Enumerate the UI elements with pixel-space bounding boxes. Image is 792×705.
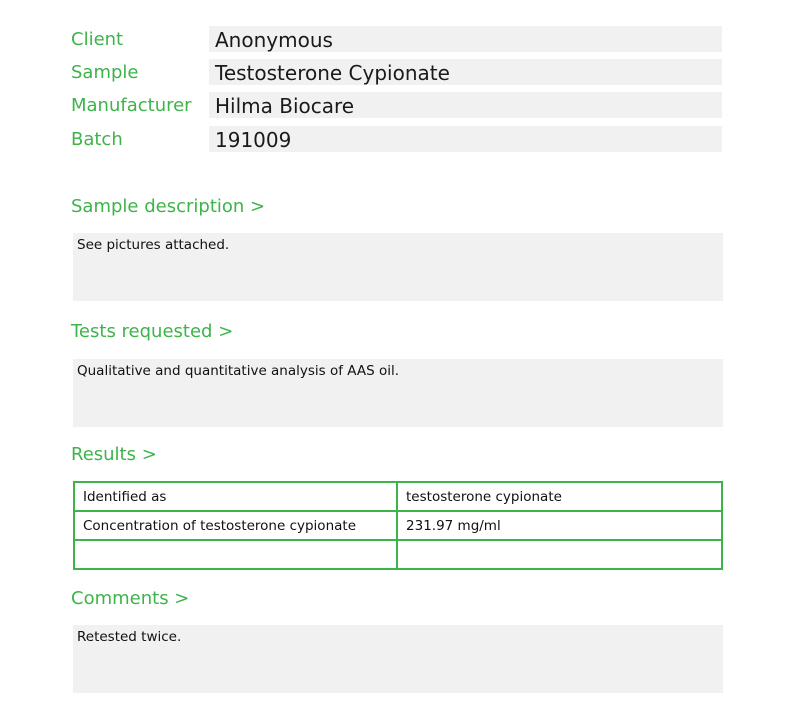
result-label: Identified as — [74, 482, 397, 511]
table-row — [74, 482, 722, 511]
comments-title: Comments > — [71, 588, 190, 609]
manufacturer-label: Manufacturer — [71, 95, 192, 116]
results-title: Results > — [71, 444, 157, 465]
table-row — [74, 511, 722, 540]
sample-value: Testosterone Cypionate — [209, 59, 722, 85]
result-value: 231.97 mg/ml — [397, 511, 722, 540]
result-value: testosterone cypionate — [397, 482, 722, 511]
batch-label: Batch — [71, 129, 123, 150]
sample-label: Sample — [71, 62, 139, 83]
result-label — [74, 540, 397, 569]
result-label: Concentration of testosterone cypionate — [74, 511, 397, 540]
manufacturer-value: Hilma Biocare — [209, 92, 722, 118]
table-row — [74, 540, 722, 569]
client-value: Anonymous — [209, 26, 722, 52]
tests-requested-title: Tests requested > — [71, 321, 234, 342]
results-table — [73, 481, 723, 570]
sample-description-title: Sample description > — [71, 196, 266, 217]
tests-requested-box: Qualitative and quantitative analysis of AAS oil. — [73, 359, 723, 427]
client-label: Client — [71, 29, 124, 50]
comments-box: Retested twice. — [73, 625, 723, 693]
batch-value: 191009 — [209, 126, 722, 152]
result-value — [397, 540, 722, 569]
sample-description-box: See pictures attached. — [73, 233, 723, 301]
